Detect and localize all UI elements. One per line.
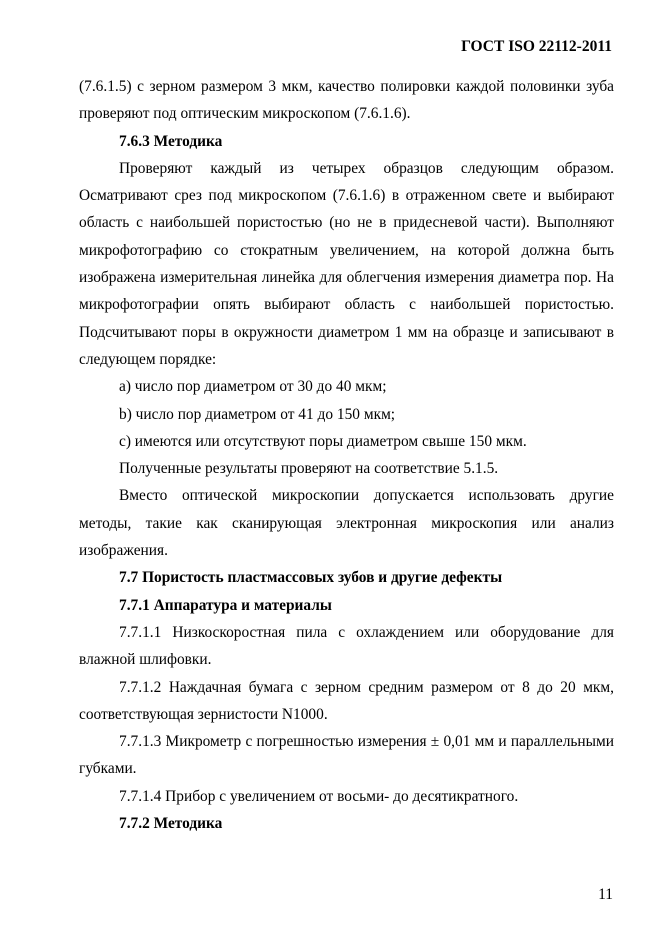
paragraph: 7.7.1.1 Низкоскоростная пила с охлаждением или оборудование для влажной шлифовки.	[79, 623, 614, 669]
section-heading: 7.6.3 Методика	[119, 132, 223, 150]
paragraph: a) число пор диаметром от 30 до 40 мкм;	[119, 378, 387, 396]
document-body	[79, 73, 614, 837]
page-number: 11	[598, 886, 613, 903]
section-heading: 7.7 Пористость пластмассовых зубов и другие дефекты	[119, 569, 503, 587]
paragraph: Полученные результаты проверяют на соответствие 5.1.5.	[119, 460, 499, 478]
paragraph: (7.6.1.5) с зерном размером 3 мкм, качество полировки каждой половинки зуба проверяют под оптическим микроскопом (7.6.1.6).	[79, 78, 614, 123]
paragraph: 7.7.1.2 Наждачная бумага с зерном средним размером от 8 до 20 мкм, соответствующая зернистости N1000.	[79, 678, 614, 723]
paragraph: 7.7.1.3 Микрометр с погрешностью измерения ± 0,01 мм и параллельными губками.	[79, 733, 614, 778]
paragraph: Вместо оптической микроскопии допускается использовать другие методы, такие как сканирующая электронная микроскопия или анализ изображения.	[79, 487, 614, 560]
paragraph: b) число пор диаметром от 41 до 150 мкм;	[119, 405, 396, 423]
paragraph: Проверяют каждый из четырех образцов следующим образом. Осматривают срез под микроскопом (7.6.1.6) в отраженном свете и выбирают область с наибольшей пористостью (но не в придесневой части). Выполняют микрофотографию со стократным увеличением, на которой должна быть изображена измерительная линейка для облегчения измерения диаметра пор. На микрофотографии опять выбирают область с наибольшей пористостью. Подсчитывают поры в окружности диаметром 1 мм на образце и записывают в следующем порядке:	[79, 159, 614, 368]
standard-header: ГОСТ ISO 22112-2011	[461, 38, 612, 55]
section-heading: 7.7.2 Методика	[119, 815, 223, 833]
paragraph: c) имеются или отсутствуют поры диаметром свыше 150 мкм.	[119, 432, 527, 450]
section-heading: 7.7.1 Аппаратура и материалы	[119, 596, 332, 614]
paragraph: 7.7.1.4 Прибор с увеличением от восьми- до десятикратного.	[119, 787, 519, 805]
